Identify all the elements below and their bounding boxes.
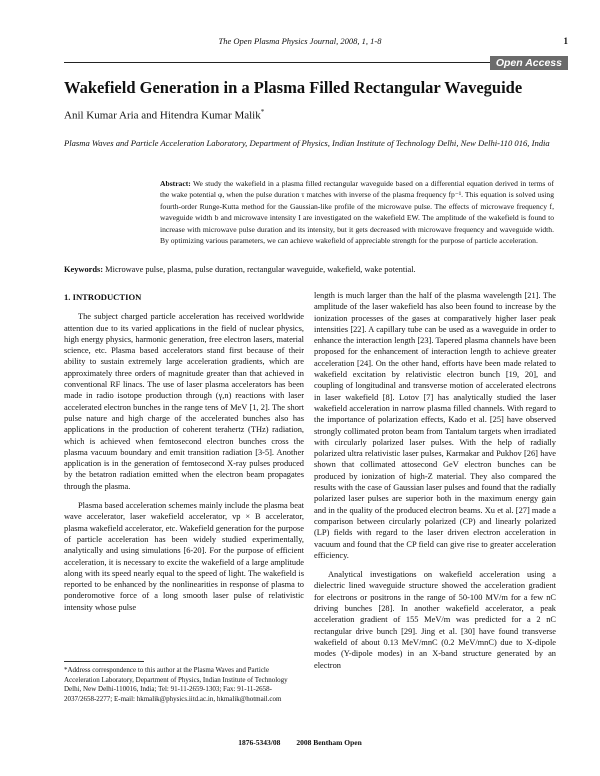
abstract-label: Abstract:: [160, 179, 191, 188]
abstract-text: We study the wakefield in a plasma filled rectangular waveguide based on a differential equation derived in terms of the wake potential φ, when the pulse duration τ matches with inverse of the plasma frequency fp⁻¹. This equation is solved using fourth-order Runge-Kutta method for the Gaussian-like profile of the microwave pulse. The effects of microwave frequency f, waveguide width b and microwave intensity I are investigated on the wakefield EW. The amplitude of the wakefield is found to increase with microwave pulse duration and its intensity, but it gets decreased with microwave frequency and waveguide width. By optimizing various parameters, we can achieve wakefield of appreciable strength for the purpose of particle acceleration.: [160, 179, 554, 246]
article-title: Wakefield Generation in a Plasma Filled Rectangular Waveguide: [64, 78, 523, 97]
paragraph: The subject charged particle acceleration has received worldwide attention due to its varied applications in the field of nuclear physics, high energy physics, harmonic generation, free electron lasers, material science, etc. Plasma based accelerators stand first because of their ability to sustain extremely large acceleration gradients, which are approximately three orders of magnitude greater than that achieved in conventional RF linacs. The use of laser plasma accelerators has been made in radio isotope production through (γ,n) reactions with laser accelerated electron bunches in the range tens of MeV [1, 2]. The short pulse nature and high charge of the accelerated bunches also has applications in the production of coherent terahertz (THz) radiation, which is achieved when femtosecond electron bunches cross the plasma vacuum boundary and emit transition radiation [3-5]. Another application is in the generation of femtosecond X-ray pulses produced by the betatron radiation emitted when the electron beam propagates through the plasma.: [64, 312, 304, 491]
footnote-rule: [64, 661, 144, 662]
author-line: [64, 108, 264, 122]
left-column: [64, 290, 304, 613]
keywords: [64, 265, 558, 274]
abstract: [160, 178, 554, 246]
page-footer: [0, 738, 600, 747]
publisher: 2008 Bentham Open: [296, 738, 362, 747]
paragraph: Plasma based acceleration schemes mainly include the plasma beat wave accelerator, laser wakefield accelerator, vp × B accelerator, plasma wakefield accelerator, etc. Wakefield generation for the purpose of particle acceleration has been widely studied experimentally, analytically and using simulations [6-20]. For the purpose of efficient acceleration, it is necessary to excite the wakefield of a large amplitude along with its speed nearly equal to the speed of light. The wakefield is reported to be enhanced by the nonlinearities in response of plasma to ponderomotive force of a long smooth laser pulse of relativistic intensity whose pulse: [64, 501, 304, 612]
keywords-label: Keywords:: [64, 265, 104, 274]
section-heading: 1. INTRODUCTION: [64, 292, 142, 302]
open-access-badge: Open Access: [490, 56, 568, 70]
authors: Anil Kumar Aria and Hitendra Kumar Malik: [64, 109, 261, 122]
correspondence-footnote: *Address correspondence to this author at the Plasma Waves and Particle Acceleration Laboratory, Department of Physics, Indian Institute of Technology Delhi, New Delhi-110016, India; Tel: 91-11-2659-1303; Fax: 91-11-2658-2037/2658-2277; E-mail: hkmalik@physics.iitd.ac.in, hkmalik@hotmail.com: [64, 666, 288, 703]
author-mark: *: [260, 108, 265, 116]
issn-code: 1876-5343/08: [238, 738, 281, 747]
running-head: The Open Plasma Physics Journal, 2008, 1, 1-8: [218, 36, 382, 46]
page-number: 1: [563, 36, 568, 46]
right-column: [314, 290, 556, 671]
paragraph: length is much larger than the half of the plasma wavelength [21]. The amplitude of the laser wakefield has also been found to increase by the ionization processes of the gases at comparatively higher laser peak intensities [22]. A capillary tube can be used as a waveguide in order to enhance the interaction length [23]. Tapered plasma channels have been proposed for the enhancement of interaction length to achieve greater acceleration [24]. On the other hand, efforts have been made related to wakefield excitation by relativistic electron bunch [19, 20], and coupling of longitudinal and transverse motion of accelerated electrons in laser wakefield [8]. Lotov [7] has analytically studied the laser wakefield acceleration in narrow plasma filled channels. With regard to the importance of polarization effects, Kado et al. [25] have observed strongly collimated proton beam from Tantalum targets when irradiated with circularly polarized laser pulses. With the help of radially polarized ultra relativistic laser pulses, Karmakar and Pukhov [26] have shown that collimated attosecond GeV electron bunches can be produced by ionization of high-Z material. They also compared the results with the case of Gaussian laser pulses and found that the radially polarized laser pulses are superior both in the maximum energy gain and in the quality of the produced electron beams. Xu et al. [27] made a comparison between circularly polarized (CP) and linearly polarized (LP) fields with regard to the laser driven electron acceleration in vacuum and found that the CP field can give rise to greater acceleration efficiency.: [314, 291, 556, 560]
paragraph: Analytical investigations on wakefield acceleration using a dielectric lined waveguide structure showed the acceleration gradient for electrons or positrons in the range of 50-100 MV/m for a few nC driving bunches [28]. In another wakefield accelerator, a peak acceleration gradient of 155 MeV/m was predicted for a 2 nC rectangular drive bunch [29]. Jing et al. [30] have found transverse wakefield of about 0.13 MeV/mnC (0.2 MeV/mnC) due to X-dipole modes (Y-dipole modes) in an X-band structure generated by an electron: [314, 570, 556, 670]
affiliation: Plasma Waves and Particle Acceleration Laboratory, Department of Physics, Indian Institute of Technology Delhi, New Delhi-110 016, India: [64, 138, 550, 148]
keywords-text: Microwave pulse, plasma, pulse duration, rectangular waveguide, wakefield, wake potential.: [105, 265, 416, 274]
